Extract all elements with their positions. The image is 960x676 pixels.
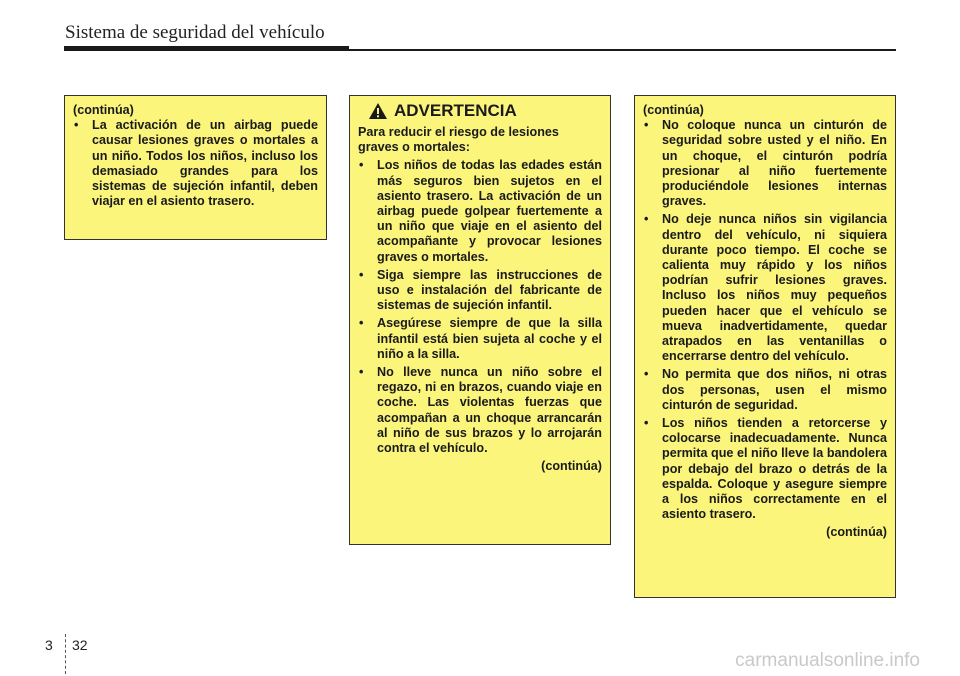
continued-label: (continúa) (643, 103, 704, 117)
list-item: • Siga siempre las instrucciones de uso e instalación del fabricante de sistemas de sujeción infantil. (359, 267, 602, 313)
list-item: • No permita que dos niños, ni otras dos personas, usen el mismo cinturón de seguridad. (644, 367, 887, 412)
bullet-icon: • (359, 316, 364, 331)
bullet-icon: • (644, 367, 649, 382)
header-title: Sistema de seguridad del vehículo (65, 22, 325, 43)
caution-box-left (64, 95, 327, 240)
list-item: • Asegúrese siempre de que la silla infantil está bien sujeta al coche y el niño a la silla. (359, 316, 602, 361)
warning-triangle-icon (368, 102, 388, 120)
continues-label: (continúa) (541, 459, 602, 474)
chapter-number: 3 (45, 637, 53, 653)
watermark: carmanualsonline.info (735, 650, 920, 671)
page-number-divider (65, 634, 66, 674)
header-rule-thin (349, 49, 896, 51)
caution-box-right (634, 95, 896, 598)
bullet-icon: • (644, 118, 649, 133)
continued-label: (continúa) (73, 103, 134, 117)
bullet-icon: • (359, 365, 364, 380)
bullet-icon: • (359, 158, 364, 173)
list-item: • Los niños de todas las edades están más seguros bien sujetos en el asiento trasero. La activación de un airbag puede golpear fuertemente a un niño que viaje en el asiento del acompañante y provocar lesiones graves o mortales. (359, 158, 602, 264)
header-rule-thick (64, 46, 349, 51)
bullet-icon: • (644, 212, 649, 227)
warning-box (349, 95, 611, 545)
bullet-list (643, 118, 887, 522)
warning-header (368, 102, 602, 120)
page-number-value: 32 (72, 637, 88, 653)
bullet-list (358, 158, 602, 456)
bullet-icon: • (359, 267, 364, 282)
list-item: • La activación de un airbag puede causar lesiones graves o mortales a un niño. Todos los niños, incluso los demasiado grandes para los sistemas de sujeción infantil, deben viajar en el asiento trasero. (74, 118, 318, 209)
bullet-list (73, 118, 318, 209)
continues-label: (continúa) (826, 525, 887, 540)
bullet-icon: • (644, 416, 649, 431)
list-item: • No deje nunca niños sin vigilancia dentro del vehículo, ni siquiera durante poco tiempo. El coche se calienta muy rápido y los niños podrían sufrir lesiones graves. Incluso los niños muy pequeños pueden hacer que el vehículo se mueva inadvertidamente, quedar atrapados en las ventanillas o encerrarse dentro del vehículo. (644, 212, 887, 364)
list-item: • No lleve nunca un niño sobre el regazo, ni en brazos, cuando viaje en coche. Las violentas fuerzas que acompañan a un choque arrancarán al niño de sus brazos y lo arrojarán contra el vehículo. (359, 365, 602, 456)
list-item: • Los niños tienden a retorcerse y colocarse inadecuadamente. Nunca permita que el niño lleve la bandolera por debajo del brazo o detrás de la espalda. Coloque y asegure siempre a los niños correctamente en el asiento trasero. (644, 416, 887, 522)
list-item: • No coloque nunca un cinturón de seguridad sobre usted y el niño. En un choque, el cinturón podría presionar al niño fuertemente produciéndole lesiones internas graves. (644, 118, 887, 209)
warning-title: ADVERTENCIA (394, 101, 517, 120)
warning-intro: Para reducir el riesgo de lesiones graves o mortales: (358, 125, 559, 155)
bullet-icon: • (74, 118, 79, 133)
